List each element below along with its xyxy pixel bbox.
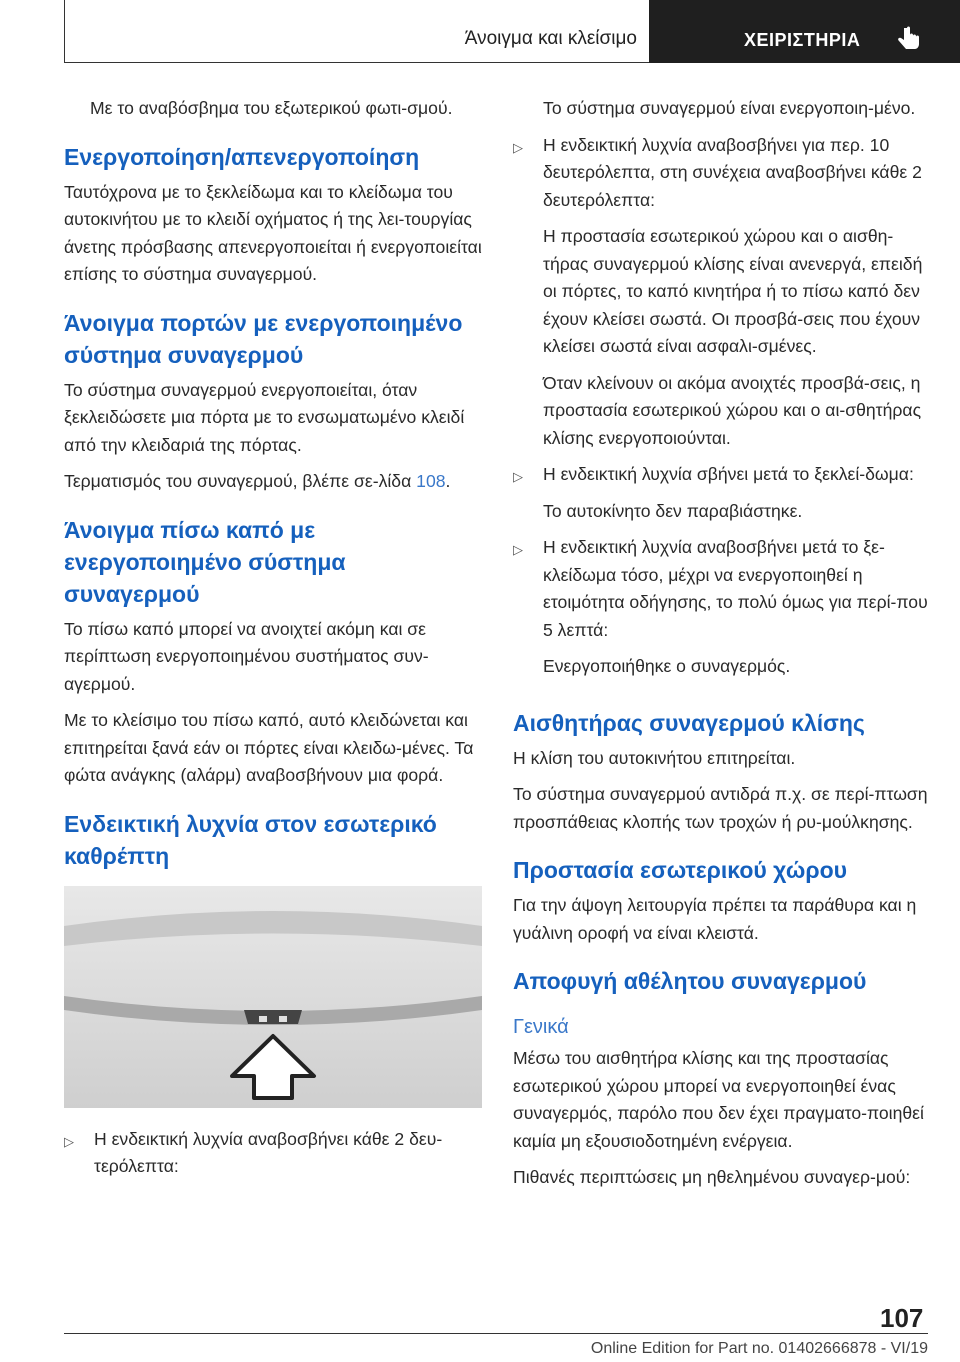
bullet-result-1: Το σύστημα συναγερμού είναι ενεργοποιη-μένο.	[543, 98, 916, 118]
triangle-bullet-icon: ▷	[513, 469, 523, 484]
heading-interior: Προστασία εσωτερικού χώρου	[513, 857, 848, 883]
doors-paragraph-1: Το σύστημα συναγερμού ενεργοποιείται, όταν ξεκλειδώσετε μια πόρτα με το ενσωματωμένο κλειδί από την κλειδαριά της πόρτας.	[64, 379, 465, 455]
left-column	[64, 95, 482, 1190]
bullet-item-1	[64, 1126, 482, 1181]
tilt-paragraph-2: Το σύστημα συναγερμού αντιδρά π.χ. σε περί-πτωση προσπάθειας κλοπής των τροχών ή ρυ-μούλκησης.	[513, 784, 928, 832]
rearview-mirror-image	[64, 886, 482, 1108]
activation-paragraph: Ταυτόχρονα με το ξεκλείδωμα και το κλείδωμα του αυτοκινήτου με το κλειδί οχήματος ή της λει-τουργίας άνετης πρόσβασης απενεργοποιείται ή ενεργοποιείται επίσης το σύστημα συναγερμού.	[64, 181, 482, 284]
heading-avoid-alarm: Αποφυγή αθέλητου συναγερμού	[513, 968, 867, 994]
triangle-bullet-icon: ▷	[513, 139, 523, 155]
intro-paragraph: Με το αναβόσβημα του εξωτερικού φωτι-σμού.	[90, 98, 453, 118]
header-rule	[64, 0, 65, 63]
doors-paragraph-2	[64, 468, 482, 496]
triangle-bullet-icon: ▷	[513, 542, 523, 557]
mirror-illustration	[64, 886, 482, 1108]
bullet-text-4: Η ενδεικτική λυχνία αναβοσβήνει μετά το ξε-κλείδωμα τόσο, μέχρι να ενεργοποιηθεί η ετοιμότητα οδήγησης, το πολύ όμως για περί-που 5 λεπτά:	[543, 537, 928, 640]
footer-line	[64, 1333, 928, 1334]
edition-note: Online Edition for Part no. 01402666878 - VI/19	[590, 1340, 928, 1357]
page-link-108[interactable]: 108	[416, 471, 446, 491]
doors-ref-end: .	[445, 471, 451, 491]
heading-tilt-sensor: Αισθητήρας συναγερμού κλίσης	[513, 709, 865, 736]
tilt-paragraph-1: Η κλίση του αυτοκινήτου επιτηρείται.	[513, 747, 796, 768]
bullet-result-2a: Η προστασία εσωτερικού χώρου και ο αισθη-τήρας συναγερμού κλίσης είναι ανενεργά, επειδή οι πόρτες, το καπό κινητήρα ή το πίσω καπό δεν έχουν κλείσει σωστά. Οι προσβά-σεις που έχουν κλείσει σωστά είναι ασφαλι-σμένες.	[543, 226, 923, 356]
trunk-paragraph-1: Το πίσω καπό μπορεί να ανοιχτεί ακόμη και σε περίπτωση ενεργοποιημένου συστήματος συν-αγερμού.	[64, 618, 429, 694]
interior-paragraph: Για την άψογη λειτουργία πρέπει τα παράθυρα και η γυάλινη οροφή να είναι κλειστά.	[513, 895, 917, 943]
heading-lamp: Ενδεικτική λυχνία στον εσωτερικό καθρέπτη	[64, 810, 437, 869]
general-paragraph-2: Πιθανές περιπτώσεις μη ηθελημένου συναγερ-μού:	[513, 1167, 911, 1187]
bullet-text-2: Η ενδεικτική λυχνία αναβοσβήνει για περ. 10 δευτερόλεπτα, στη συνέχεια αναβοσβήνει κάθε 2 δευτερόλεπτα:	[543, 134, 922, 210]
hand-touch-icon	[892, 24, 924, 56]
bullet-result-2b: Όταν κλείνουν οι ακόμα ανοιχτές προσβά-σεις, η προστασία εσωτερικού χώρου και ο αι-σθητήρας κλίσης ενεργοποιούνται.	[543, 372, 922, 448]
heading-general: Γενικά	[513, 1016, 569, 1038]
doors-ref-text: Τερματισμός του συναγερμού, βλέπε σε-λίδα	[64, 471, 412, 491]
trunk-paragraph-2: Με το κλείσιμο του πίσω καπό, αυτό κλειδώνεται και επιτηρείται ξανά εάν οι πόρτες είναι κλειδω-μένες. Τα φώτα ανάγκης (αλάρμ) αναβοσβήνουν μια φορά.	[64, 710, 474, 785]
bullet-result-3: Το αυτοκίνητο δεν παραβιάστηκε.	[543, 500, 803, 521]
bullet-text-1: Η ενδεικτική λυχνία αναβοσβήνει κάθε 2 δευ-τερόλεπτα:	[94, 1128, 443, 1176]
manual-title: ΧΕΙΡΙΣΤΗΡΙΑ	[744, 30, 861, 50]
triangle-bullet-icon: ▷	[64, 1133, 74, 1149]
heading-activation: Ενεργοποίηση/απενεργοποίηση	[64, 143, 420, 170]
bullet-item-2	[513, 132, 928, 215]
heading-trunk: Άνοιγμα πίσω καπό με ενεργοποιημένο σύστημα συναγερμού	[64, 516, 346, 607]
bullet-item-3	[513, 461, 928, 489]
heading-doors: Άνοιγμα πορτών με ενεργοποιημένο σύστημα συναγερμού	[64, 309, 463, 368]
page-number: 107	[880, 1303, 924, 1333]
bullet-text-3: Η ενδεικτική λυχνία σβήνει μετά το ξεκλεί-δωμα:	[543, 464, 914, 484]
bullet-result-4: Ενεργοποιήθηκε ο συναγερμός.	[543, 656, 791, 676]
header-line	[64, 62, 649, 63]
section-title: Άνοιγμα και κλείσιμο	[464, 28, 637, 49]
bullet-item-4	[513, 534, 928, 644]
right-column	[513, 95, 928, 1201]
general-paragraph-1: Μέσω του αισθητήρα κλίσης και της προστασίας εσωτερικού χώρου μπορεί να ενεργοποιηθεί ένας συναγερμός, παρόλο που δεν έχει πραγματο-ποιηθεί καμία μη εξουσιοδοτημένη ενέργεια.	[513, 1048, 924, 1151]
